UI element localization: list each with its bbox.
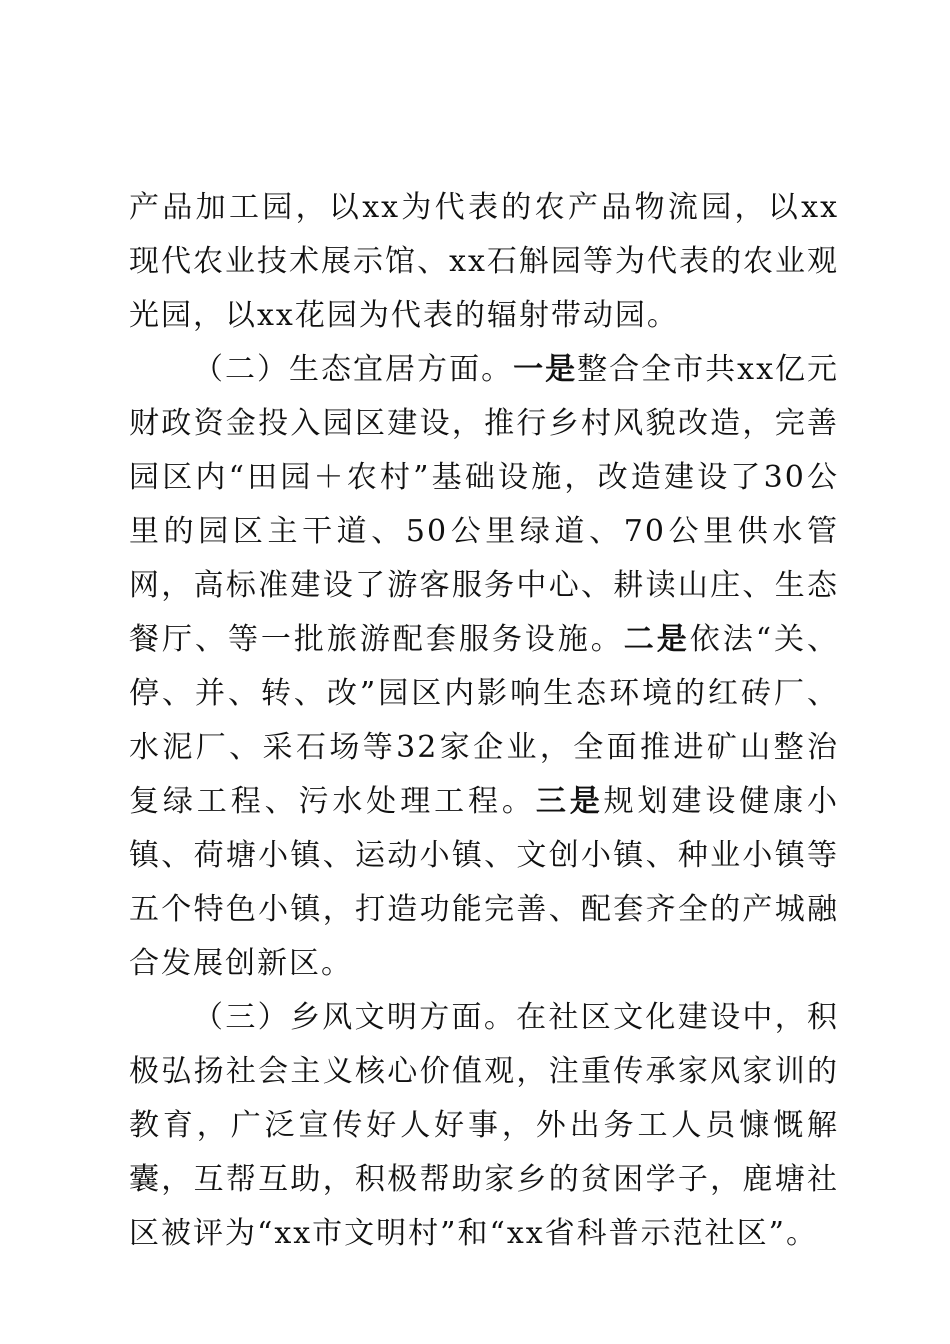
paragraph-ecological-livability — [129, 343, 839, 991]
document-body — [129, 181, 839, 1261]
point-text-2: 依法“关、停、并、转、改”园区内影响生态环境的红砖厂、水泥厂、采石场等32家企业，全面推进矿山整治复绿工程、污水处理工程。 — [129, 622, 840, 819]
paragraph-rural-civilization — [129, 991, 839, 1261]
paragraph-3-text: 在社区文化建设中，积极弘扬社会主义核心价值观，注重传承家风家训的教育，广泛宣传好人好事，外出务工人员慷慨解囊，互帮互助，积极帮助家乡的贫困学子，鹿塘社区被评为“xx市文明村”和“xx省科普示范社区”。 — [129, 1000, 840, 1251]
point-marker-1: 一是 — [513, 352, 578, 387]
point-marker-3: 三是 — [535, 784, 604, 819]
paragraph-1 — [129, 181, 839, 343]
point-marker-2: 二是 — [623, 622, 690, 657]
section-heading-2: （二）生态宜居方面。 — [193, 352, 514, 387]
point-text-3: 规划建设健康小镇、荷塘小镇、运动小镇、文创小镇、种业小镇等五个特色小镇，打造功能完善、配套齐全的产城融合发展创新区。 — [129, 784, 840, 981]
section-heading-3: （三）乡风文明方面。 — [193, 1000, 517, 1035]
paragraph-1-text: 产品加工园，以xx为代表的农产品物流园，以xx现代农业技术展示馆、xx石斛园等为代表的农业观光园，以xx花园为代表的辐射带动园。 — [129, 190, 839, 333]
point-text-1: 整合全市共xx亿元财政资金投入园区建设，推行乡村风貌改造，完善园区内“田园＋农村”基础设施，改造建设了30公里的园区主干道、50公里绿道、70公里供水管网，高标准建设了游客服务中心、耕读山庄、生态餐厅、等一批旅游配套服务设施。 — [129, 352, 840, 657]
